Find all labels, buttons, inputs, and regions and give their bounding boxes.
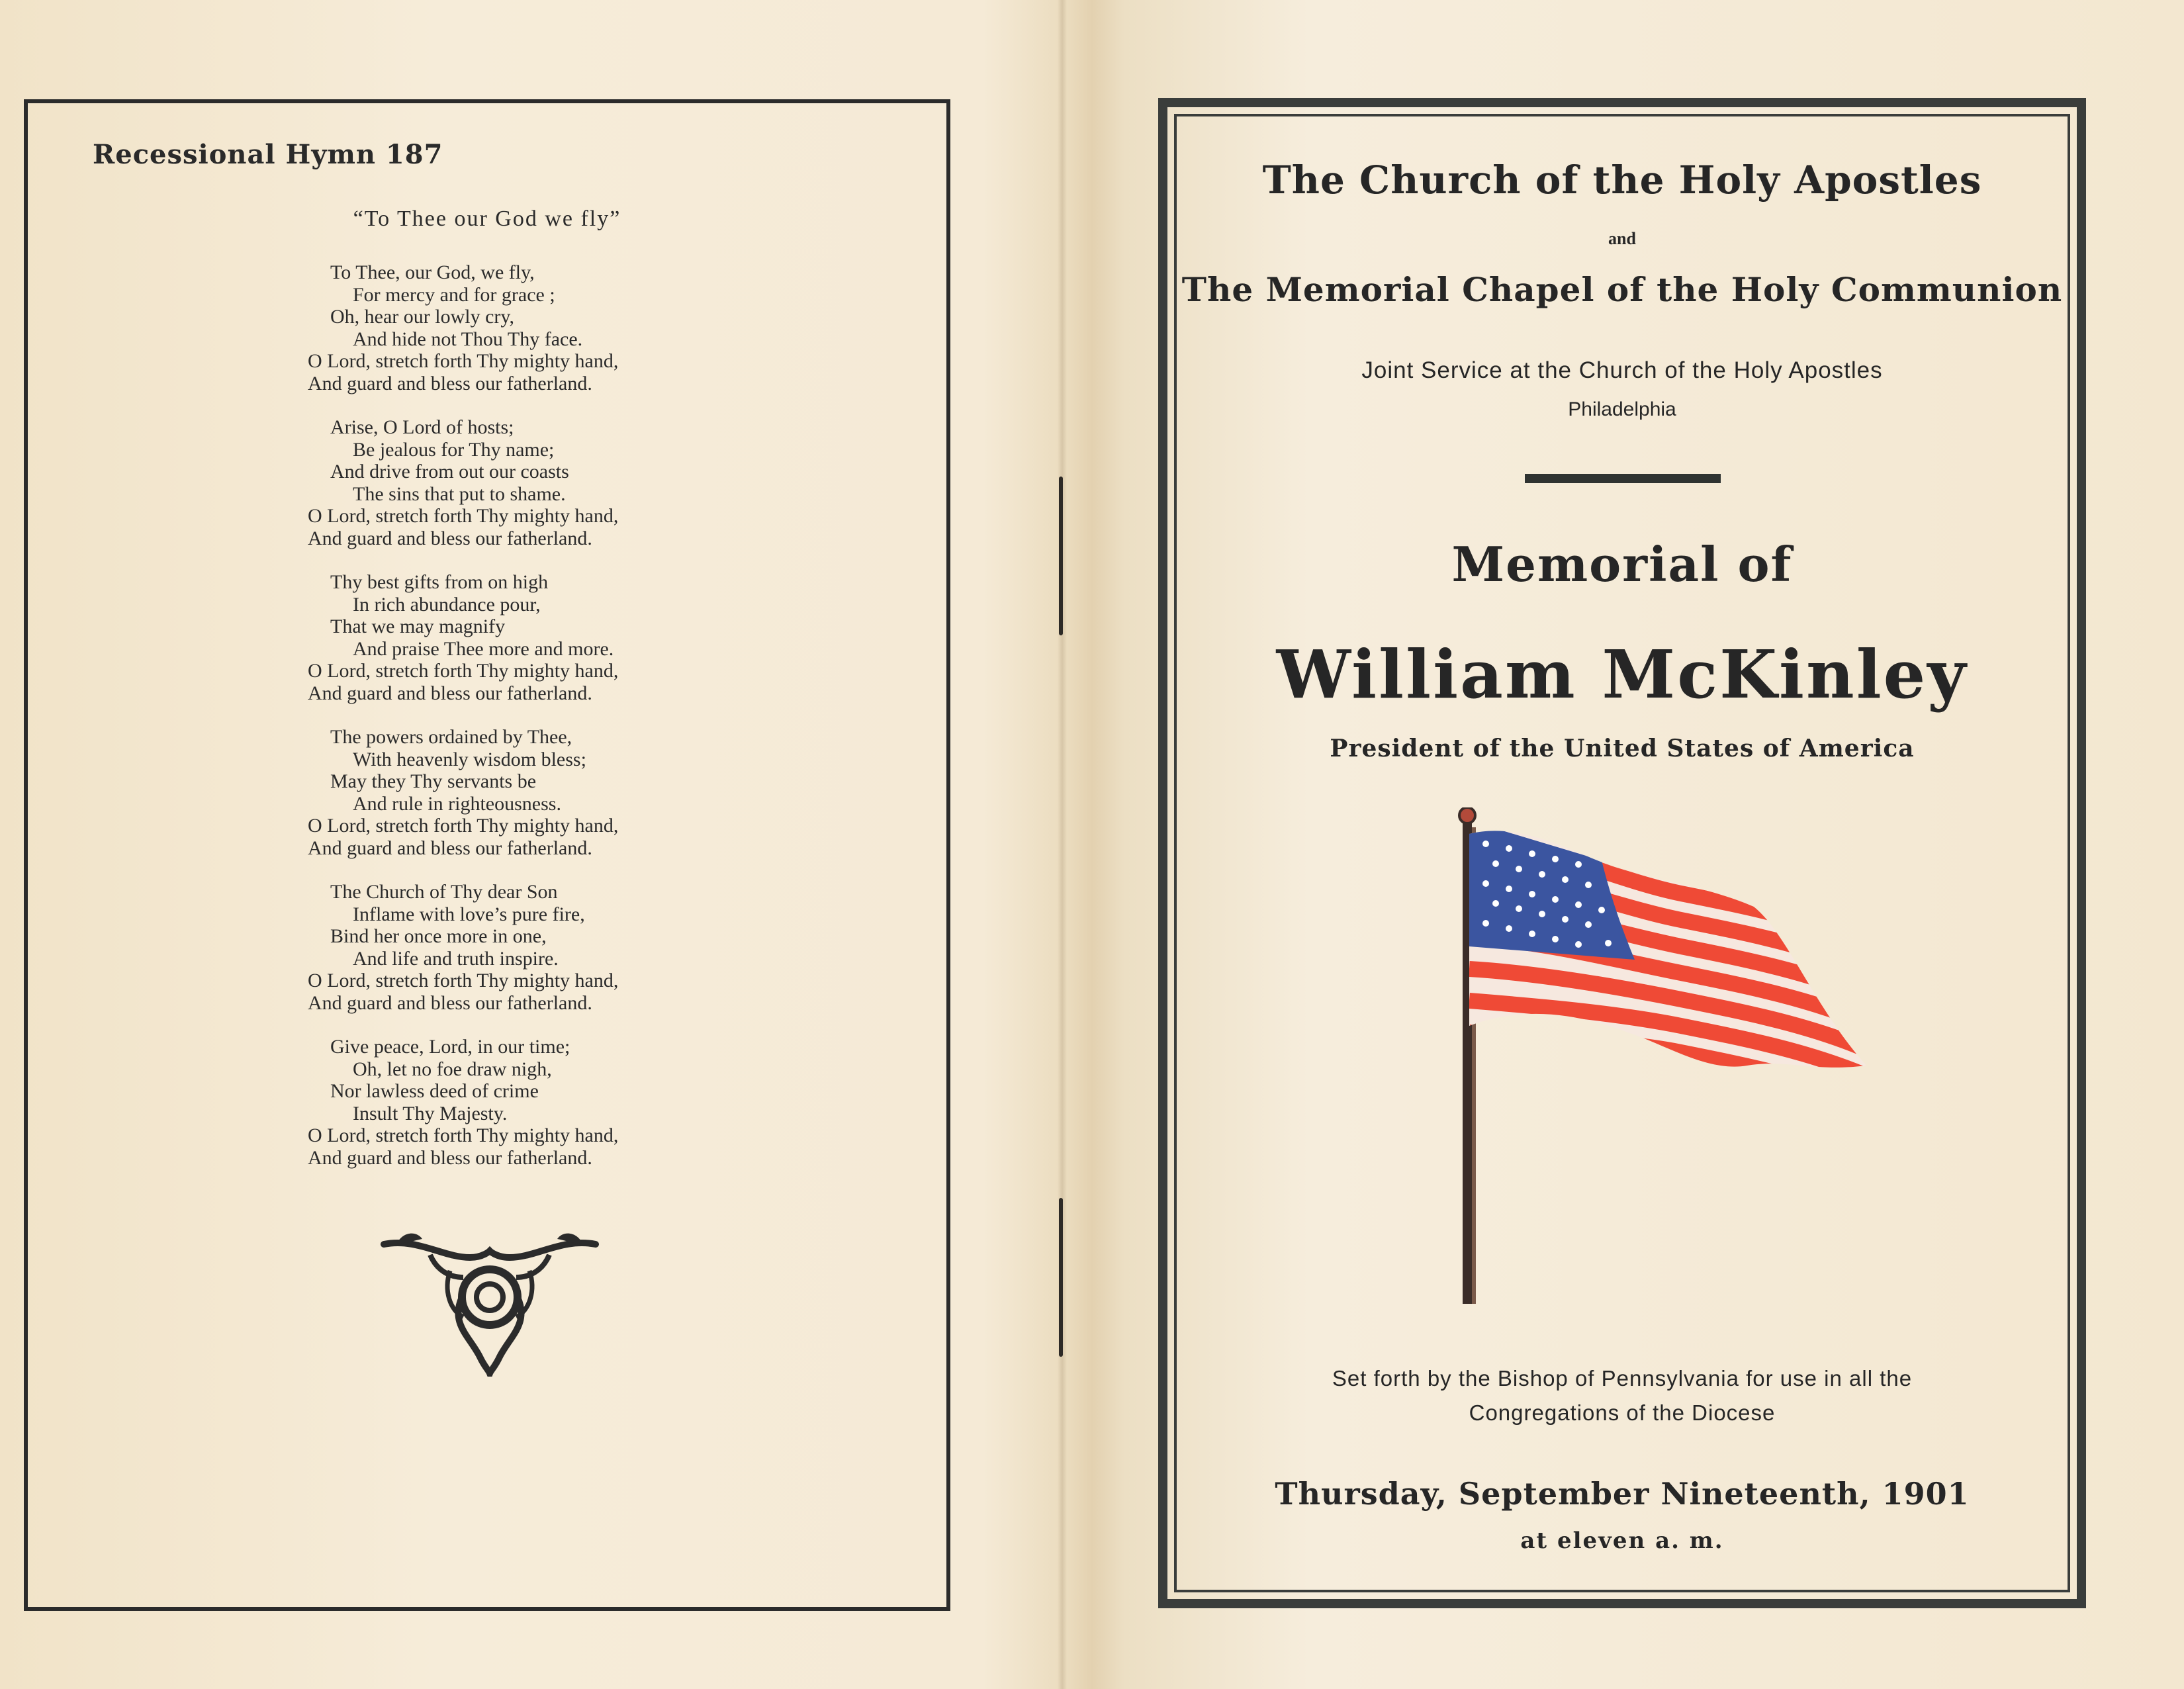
set-forth-line-1: Set forth by the Bishop of Pennsylvania for use in all the — [1332, 1366, 1913, 1391]
hymn-line: That we may magnify — [330, 616, 506, 637]
hymn-line: O Lord, stretch forth Thy mighty hand, — [308, 815, 619, 837]
city-line: Philadelphia — [1568, 398, 1676, 420]
divider-rule — [1525, 474, 1721, 483]
center-fold — [1058, 0, 1067, 1689]
joint-service-line: Joint Service at the Church of the Holy Apostles — [1361, 357, 1883, 383]
honoree-title: President of the United States of America — [1330, 735, 1915, 762]
hymn-line: Arise, O Lord of hosts; — [330, 416, 514, 438]
hymn-line: O Lord, stretch forth Thy mighty hand, — [308, 505, 619, 527]
hymn-line: And guard and bless our fatherland. — [308, 527, 592, 549]
hymn-line: Oh, hear our lowly cry, — [330, 306, 514, 328]
staple-bottom — [1059, 1198, 1063, 1357]
hymn-line: And rule in righteousness. — [353, 792, 561, 815]
hymn-line: The sins that put to shame. — [353, 482, 566, 505]
stanza-1 — [308, 261, 903, 394]
hymn-line: Inflame with love’s pure fire, — [353, 903, 585, 925]
hymn-line: The Church of Thy dear Son — [330, 881, 558, 903]
hymn-line: Give peace, Lord, in our time; — [330, 1036, 570, 1058]
hymn-line: And hide not Thou Thy face. — [353, 328, 583, 350]
hymn-line: O Lord, stretch forth Thy mighty hand, — [308, 350, 619, 372]
hymn-line: O Lord, stretch forth Thy mighty hand, — [308, 660, 619, 682]
hymn-line: With heavenly wisdom bless; — [353, 748, 586, 770]
hymn-line: To Thee, our God, we fly, — [330, 261, 535, 283]
hymn-line: And guard and bless our fatherland. — [308, 1146, 592, 1169]
hymn-line: And guard and bless our fatherland. — [308, 372, 592, 394]
church-title: The Church of the Holy Apostles — [1262, 158, 1982, 203]
and-connector: and — [1608, 229, 1636, 248]
service-time: at eleven a. m. — [1520, 1528, 1724, 1554]
hymn-line: And praise Thee more and more. — [353, 637, 614, 660]
hymn-line: And guard and bless our fatherland. — [308, 837, 592, 859]
set-forth-line-2: Congregations of the Diocese — [1469, 1400, 1776, 1425]
stanza-5 — [308, 881, 903, 1014]
hymn-line: Insult Thy Majesty. — [353, 1102, 508, 1124]
hymn-line: Nor lawless deed of crime — [330, 1080, 539, 1102]
service-date: Thursday, September Nineteenth, 1901 — [1275, 1476, 1970, 1512]
hymn-stanzas — [308, 261, 903, 1191]
stanza-3 — [308, 571, 903, 704]
hymn-line: In rich abundance pour, — [353, 593, 541, 616]
floral-ornament-icon — [371, 1231, 609, 1377]
hymn-title: Recessional Hymn 187 — [93, 139, 443, 170]
stanza-4 — [308, 726, 903, 859]
hymn-line: May they Thy servants be — [330, 770, 537, 792]
hymn-line: Oh, let no foe draw nigh, — [353, 1058, 552, 1080]
memorial-heading: Memorial of — [1451, 536, 1793, 592]
hymn-line: For mercy and for grace ; — [353, 283, 555, 306]
hymn-line: O Lord, stretch forth Thy mighty hand, — [308, 970, 619, 991]
honoree-name: William McKinley — [1276, 635, 1968, 713]
hymn-line: And drive from out our coasts — [330, 461, 569, 482]
stanza-2 — [308, 416, 903, 549]
hymn-line: And life and truth inspire. — [353, 947, 559, 970]
chapel-title: The Memorial Chapel of the Holy Communion — [1181, 270, 2063, 309]
american-flag-icon — [1443, 807, 1873, 1310]
hymn-line: Thy best gifts from on high — [330, 571, 549, 593]
hymn-line: O Lord, stretch forth Thy mighty hand, — [308, 1124, 619, 1146]
hymn-line: The powers ordained by Thee, — [330, 726, 572, 748]
hymn-subtitle: “To Thee our God we fly” — [353, 206, 621, 231]
hymn-line: Be jealous for Thy name; — [353, 438, 555, 461]
hymn-line: And guard and bless our fatherland. — [308, 682, 592, 704]
hymn-line: And guard and bless our fatherland. — [308, 991, 592, 1014]
staple-top — [1059, 477, 1063, 635]
hymn-line: Bind her once more in one, — [330, 925, 547, 947]
stanza-6 — [308, 1036, 903, 1169]
